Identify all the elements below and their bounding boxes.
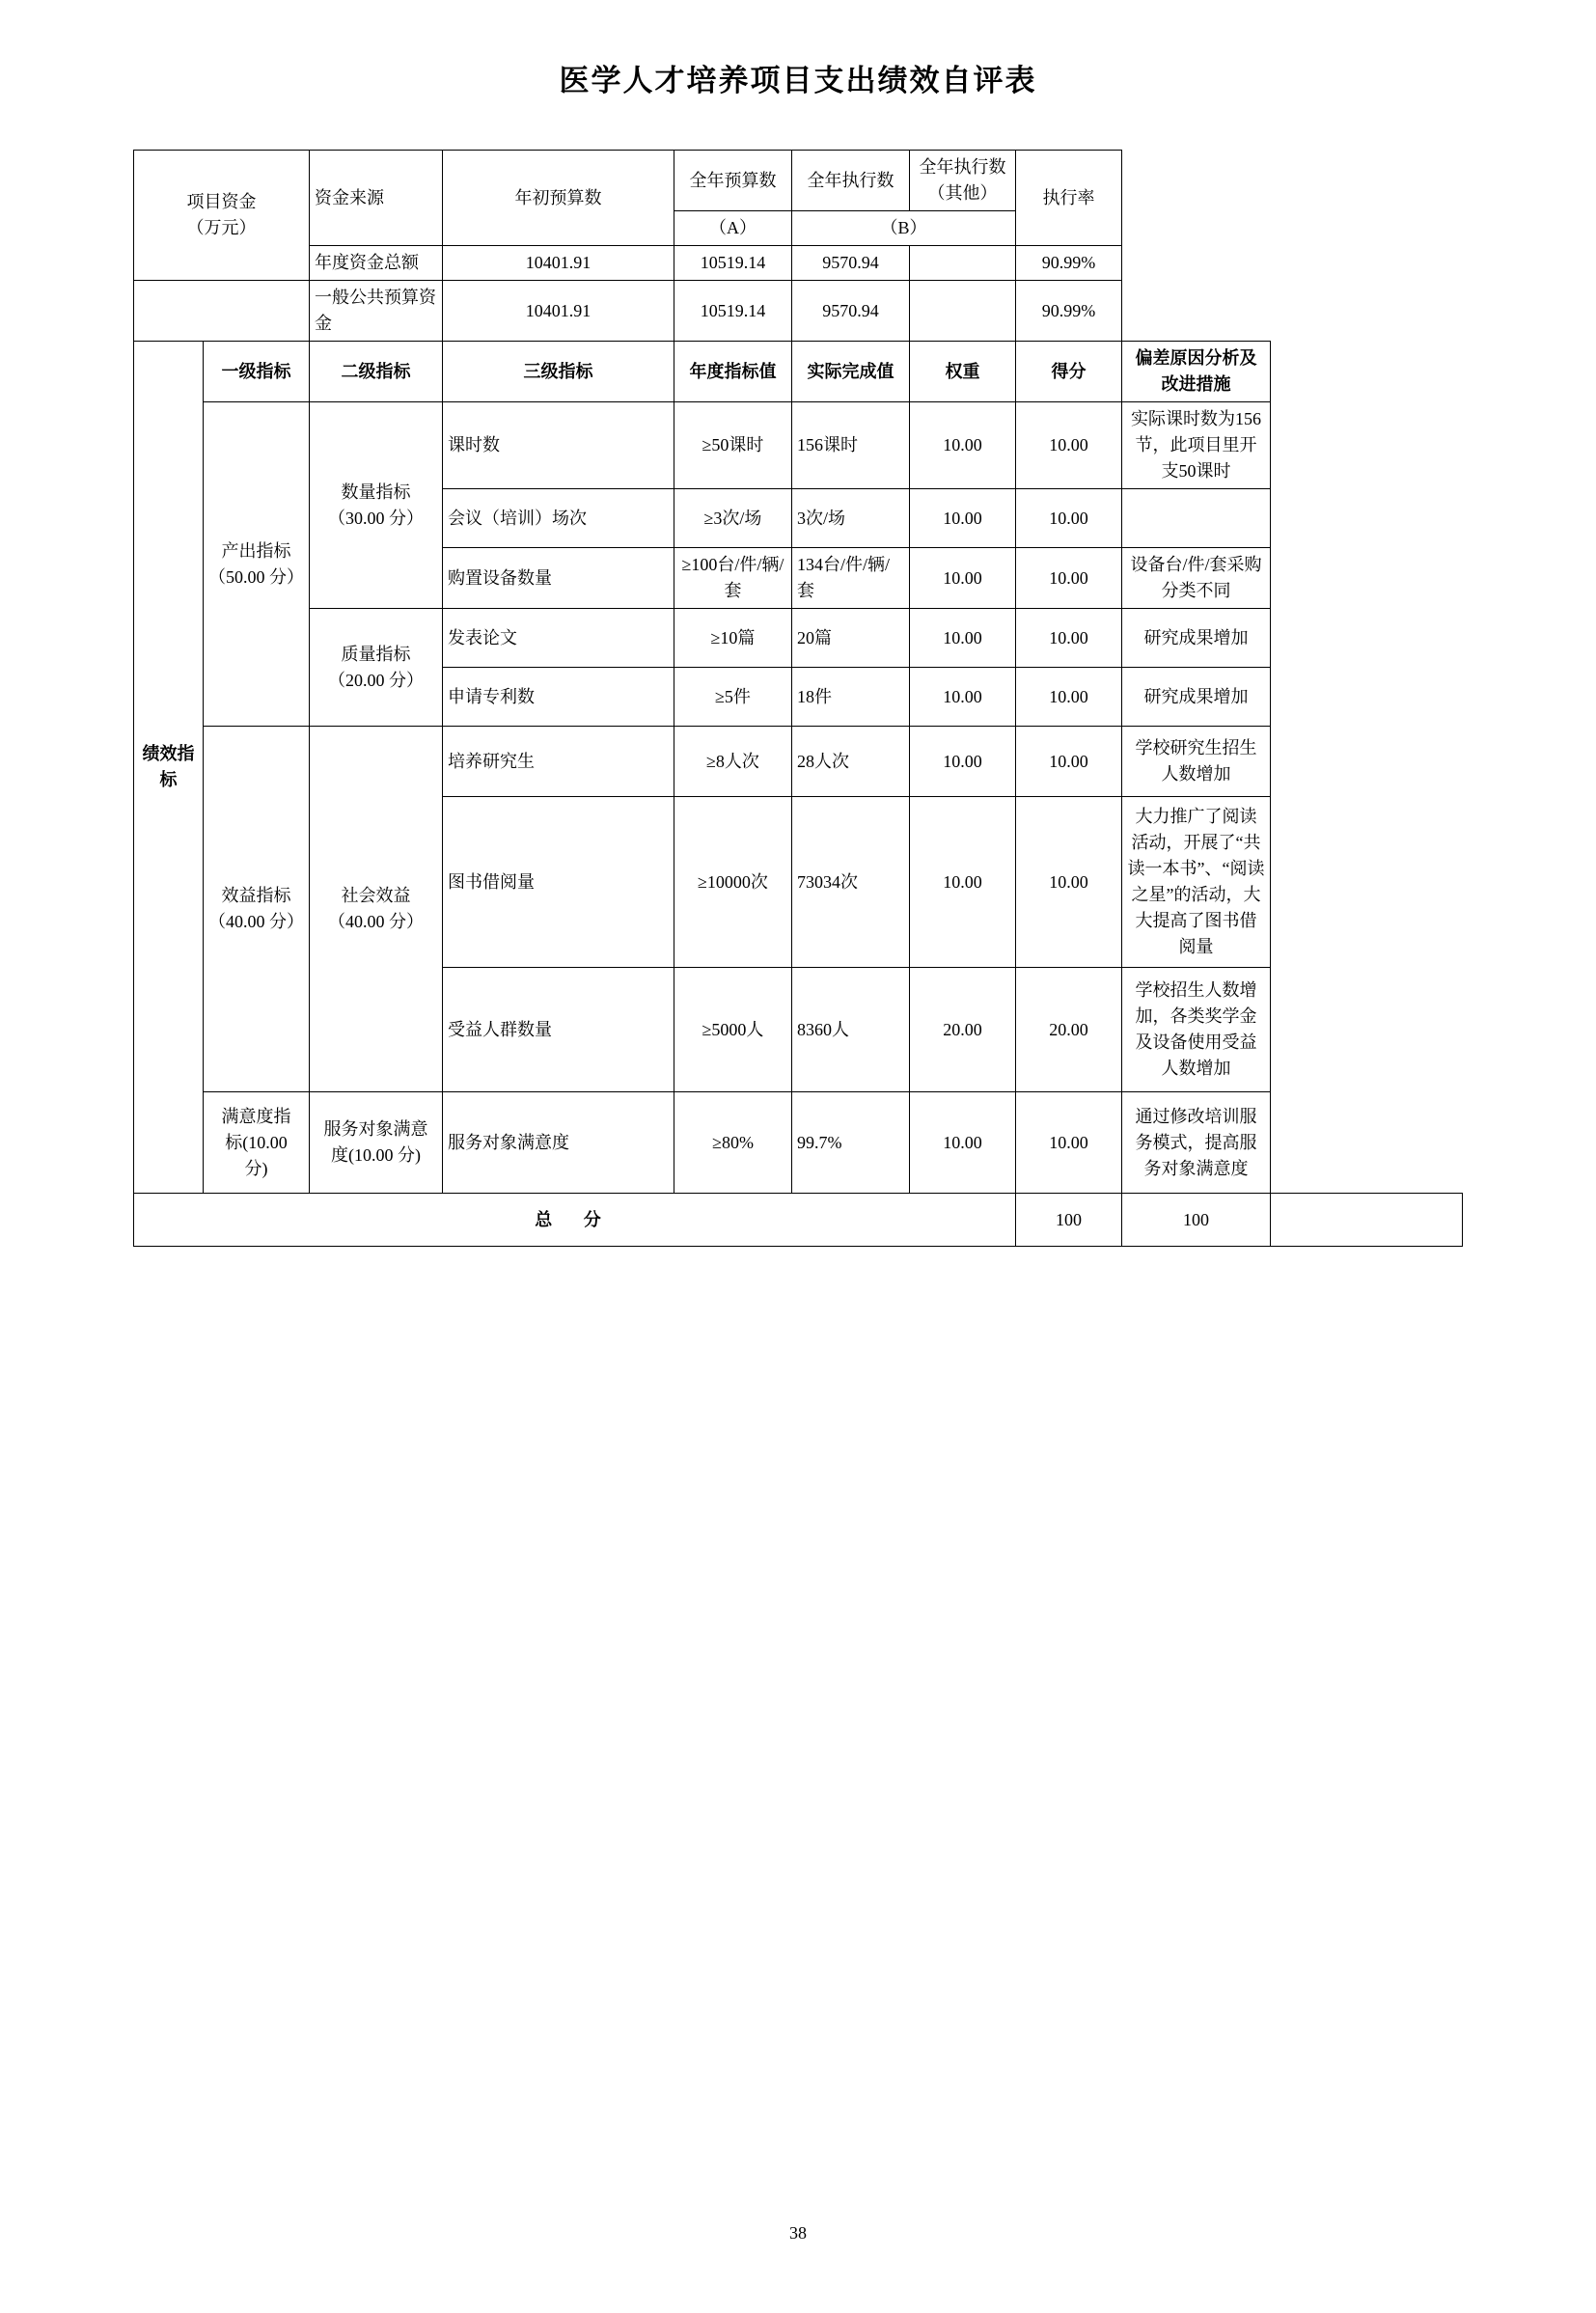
funds-row-total — [134, 246, 1463, 281]
level1-output-line2: （50.00 分） — [208, 566, 304, 587]
header-level1: 一级指标 — [204, 342, 310, 402]
score-class-hours: 10.00 — [1016, 402, 1122, 489]
header-score: 得分 — [1016, 342, 1122, 402]
target-beneficiaries: ≥5000人 — [674, 968, 792, 1092]
level2-quantity-line1: 数量指标 — [341, 482, 411, 502]
total-weight: 100 — [1016, 1194, 1122, 1247]
performance-header-row — [134, 342, 1463, 402]
weight-service-satisfaction: 10.00 — [910, 1092, 1016, 1194]
page-number: 38 — [789, 2223, 807, 2243]
page-title: 医学人才培养项目支出绩效自评表 — [559, 64, 1037, 98]
level1-benefit-line2: （40.00 分） — [208, 912, 304, 931]
level1-benefit — [204, 727, 310, 1092]
level2-social-benefit-line2: （40.00 分） — [328, 912, 424, 931]
actual-patents: 18件 — [792, 668, 910, 727]
deviation-class-hours: 实际课时数为156节，此项目里开支50课时 — [1122, 402, 1271, 489]
header-deviation-line2: 改进措施 — [1161, 374, 1231, 394]
score-meetings: 10.00 — [1016, 489, 1122, 548]
header-deviation-line1: 偏差原因分析及 — [1135, 348, 1257, 368]
funds-initial-budget-0: 10401.91 — [443, 246, 674, 281]
deviation-book-loans: 大力推广了阅读活动，开展了“共读一本书”、“阅读之星”的活动，大大提高了图书借阅量 — [1122, 797, 1271, 968]
target-service-satisfaction: ≥80% — [674, 1092, 792, 1194]
target-book-loans: ≥10000次 — [674, 797, 792, 968]
level3-service-satisfaction: 服务对象满意度 — [443, 1092, 674, 1194]
total-row — [134, 1194, 1463, 1247]
funds-row-label — [134, 151, 310, 281]
target-papers: ≥10篇 — [674, 609, 792, 668]
score-graduates: 10.00 — [1016, 727, 1122, 797]
funds-source-1: 一般公共预算资金 — [310, 281, 443, 342]
actual-equipment: 134台/件/辆/套 — [792, 548, 910, 609]
table-row — [134, 1092, 1463, 1194]
funds-code-b: （B） — [792, 211, 1016, 246]
document-page — [0, 56, 1596, 2313]
level2-service-satisfaction-line2: 度(10.00 分) — [331, 1145, 421, 1165]
header-weight: 权重 — [910, 342, 1016, 402]
level3-book-loans: 图书借阅量 — [443, 797, 674, 968]
funds-annual-exec-other-0 — [910, 246, 1016, 281]
funds-exec-rate-0: 90.99% — [1016, 246, 1122, 281]
table-row — [134, 609, 1463, 668]
actual-papers: 20篇 — [792, 609, 910, 668]
total-deviation — [1271, 1194, 1463, 1247]
actual-class-hours: 156课时 — [792, 402, 910, 489]
level2-quality-line2: （20.00 分） — [328, 670, 424, 690]
target-class-hours: ≥50课时 — [674, 402, 792, 489]
level2-service-satisfaction — [310, 1092, 443, 1194]
funds-source-header: 资金来源 — [310, 151, 443, 246]
level3-beneficiaries: 受益人群数量 — [443, 968, 674, 1092]
funds-annual-exec-other-line2: （其他） — [927, 183, 998, 203]
score-book-loans: 10.00 — [1016, 797, 1122, 968]
deviation-beneficiaries: 学校招生人数增加，各类奖学金及设备使用受益人数增加 — [1122, 968, 1271, 1092]
funds-row-label-spacer — [134, 281, 310, 342]
funds-annual-exec-other-header — [910, 151, 1016, 211]
level1-satisfaction-line1: 满意度指 — [221, 1106, 291, 1126]
level1-satisfaction-line2: 标(10.00 — [225, 1132, 288, 1152]
score-service-satisfaction: 10.00 — [1016, 1092, 1122, 1194]
weight-beneficiaries: 20.00 — [910, 968, 1016, 1092]
funds-code-a: （A） — [674, 211, 792, 246]
performance-table-container — [133, 150, 1463, 1247]
level2-social-benefit — [310, 727, 443, 1092]
header-level2: 二级指标 — [310, 342, 443, 402]
deviation-patents: 研究成果增加 — [1122, 668, 1271, 727]
score-papers: 10.00 — [1016, 609, 1122, 668]
funds-annual-exec-other-1 — [910, 281, 1016, 342]
funds-initial-budget-header: 年初预算数 — [443, 151, 674, 246]
level3-equipment: 购置设备数量 — [443, 548, 674, 609]
level2-quantity — [310, 402, 443, 609]
level1-output-line1: 产出指标 — [221, 540, 291, 561]
funds-source-0: 年度资金总额 — [310, 246, 443, 281]
level2-quality — [310, 609, 443, 727]
deviation-service-satisfaction: 通过修改培训服务模式，提高服务对象满意度 — [1122, 1092, 1271, 1194]
level1-benefit-line1: 效益指标 — [221, 886, 291, 905]
target-graduates: ≥8人次 — [674, 727, 792, 797]
actual-service-satisfaction: 99.7% — [792, 1092, 910, 1194]
score-beneficiaries: 20.00 — [1016, 968, 1122, 1092]
level3-graduates: 培养研究生 — [443, 727, 674, 797]
level2-service-satisfaction-line1: 服务对象满意 — [323, 1119, 428, 1139]
target-meetings: ≥3次/场 — [674, 489, 792, 548]
actual-book-loans: 73034次 — [792, 797, 910, 968]
total-label: 总 分 — [134, 1194, 1016, 1247]
table-row — [134, 727, 1463, 797]
table-row — [134, 402, 1463, 489]
level3-class-hours: 课时数 — [443, 402, 674, 489]
level2-social-benefit-line1: 社会效益 — [341, 886, 411, 905]
funds-row-label-line2: （万元） — [186, 218, 257, 237]
weight-patents: 10.00 — [910, 668, 1016, 727]
funds-annual-budget-0: 10519.14 — [674, 246, 792, 281]
header-deviation — [1122, 342, 1271, 402]
weight-class-hours: 10.00 — [910, 402, 1016, 489]
deviation-meetings — [1122, 489, 1271, 548]
level3-papers: 发表论文 — [443, 609, 674, 668]
funds-exec-rate-header: 执行率 — [1016, 151, 1122, 246]
header-actual-value: 实际完成值 — [792, 342, 910, 402]
level3-patents: 申请专利数 — [443, 668, 674, 727]
funds-annual-exec-1: 9570.94 — [792, 281, 910, 342]
weight-book-loans: 10.00 — [910, 797, 1016, 968]
level1-satisfaction — [204, 1092, 310, 1194]
level2-quantity-line2: （30.00 分） — [328, 508, 424, 528]
funds-annual-exec-other-line1: 全年执行数 — [919, 157, 1006, 177]
performance-side-label-line1: 绩效指 — [142, 744, 195, 763]
score-patents: 10.00 — [1016, 668, 1122, 727]
level1-output — [204, 402, 310, 727]
level1-satisfaction-line3: 分) — [244, 1158, 268, 1178]
header-target-value: 年度指标值 — [674, 342, 792, 402]
funds-annual-budget-1: 10519.14 — [674, 281, 792, 342]
funds-initial-budget-1: 10401.91 — [443, 281, 674, 342]
level2-quality-line1: 质量指标 — [341, 644, 411, 664]
target-patents: ≥5件 — [674, 668, 792, 727]
target-equipment: ≥100台/件/辆/套 — [674, 548, 792, 609]
performance-self-evaluation-table — [133, 150, 1463, 1247]
deviation-equipment: 设备台/件/套采购分类不同 — [1122, 548, 1271, 609]
weight-equipment: 10.00 — [910, 548, 1016, 609]
total-score: 100 — [1122, 1194, 1271, 1247]
deviation-graduates: 学校研究生招生人数增加 — [1122, 727, 1271, 797]
performance-side-label — [134, 342, 204, 1194]
level3-meetings: 会议（培训）场次 — [443, 489, 674, 548]
score-equipment: 10.00 — [1016, 548, 1122, 609]
funds-annual-budget-header: 全年预算数 — [674, 151, 792, 211]
header-level3: 三级指标 — [443, 342, 674, 402]
actual-meetings: 3次/场 — [792, 489, 910, 548]
deviation-papers: 研究成果增加 — [1122, 609, 1271, 668]
funds-exec-rate-1: 90.99% — [1016, 281, 1122, 342]
actual-beneficiaries: 8360人 — [792, 968, 910, 1092]
funds-annual-exec-0: 9570.94 — [792, 246, 910, 281]
weight-papers: 10.00 — [910, 609, 1016, 668]
funds-annual-exec-header: 全年执行数 — [792, 151, 910, 211]
weight-meetings: 10.00 — [910, 489, 1016, 548]
funds-row-label-line1: 项目资金 — [186, 192, 257, 211]
actual-graduates: 28人次 — [792, 727, 910, 797]
funds-header-row — [134, 151, 1463, 211]
funds-row-public — [134, 281, 1463, 342]
weight-graduates: 10.00 — [910, 727, 1016, 797]
performance-side-label-line2: 标 — [159, 770, 178, 789]
